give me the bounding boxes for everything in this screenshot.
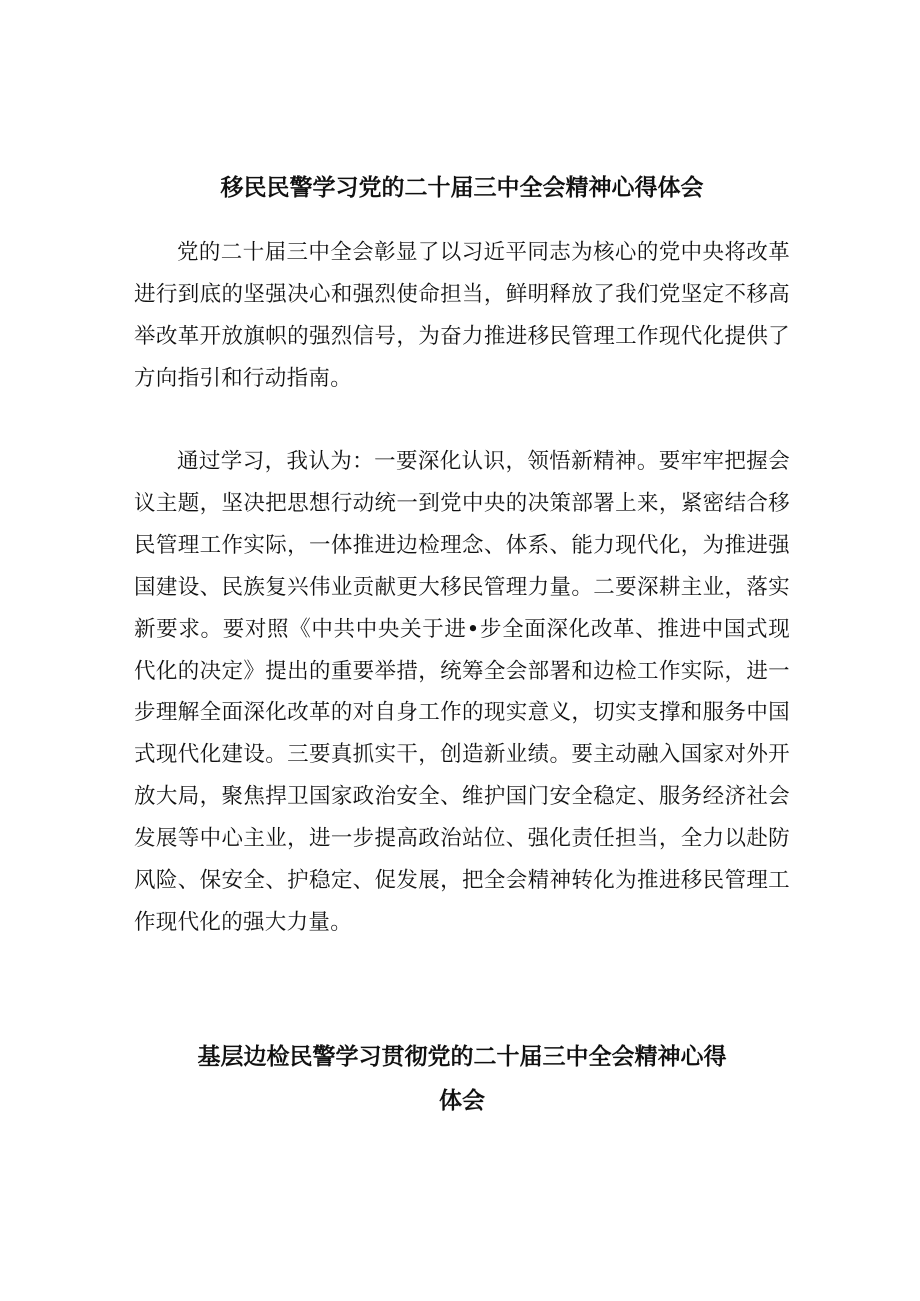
article-2-title-line-1: 基层边检民警学习贯彻党的二十届三中全会精神心得 <box>197 1043 727 1070</box>
article-1-paragraph-2: 通过学习，我认为：一要深化认识，领悟新精神。要牢牢把握会议主题，坚决把思想行动统一到党中央的决策部署上来，紧密结合移民管理工作实际，一体推进边检理念、体系、能力现代化，为推进强国建设、民族复兴伟业贡献更大移民管理力量。二要深耕主业，落实新要求。要对照《中共中央关于进•步全面深化改革、推进中国式现代化的决定》提出的重要举措，统筹全会部署和边检工作实际，进一步理解全面深化改革的对自身工作的现实意义，切实支撑和服务中国式现代化建设。三要真抓实干，创造新业绩。要主动融入国家对外开放大局，聚焦捍卫国家政治安全、维护国门安全稳定、服务经济社会发展等中心主业，进一步提高政治站位、强化责任担当，全力以赴防风险、保安全、护稳定、促发展，把全会精神转化为推进移民管理工作现代化的强大力量。 <box>134 449 790 935</box>
article-2-title <box>132 1035 792 1123</box>
article-2-title-line-2: 体会 <box>439 1087 485 1114</box>
article-1-paragraph-1: 党的二十届三中全会彰显了以习近平同志为核心的党中央将改革进行到底的坚强决心和强烈使命担当，鲜明释放了我们党坚定不移高举改革开放旗帜的强烈信号，为奋力推进移民管理工作现代化提供了方向指引和行动指南。 <box>134 240 790 391</box>
article-1-title: 移民民警学习党的二十届三中全会精神心得体会 <box>220 174 704 201</box>
